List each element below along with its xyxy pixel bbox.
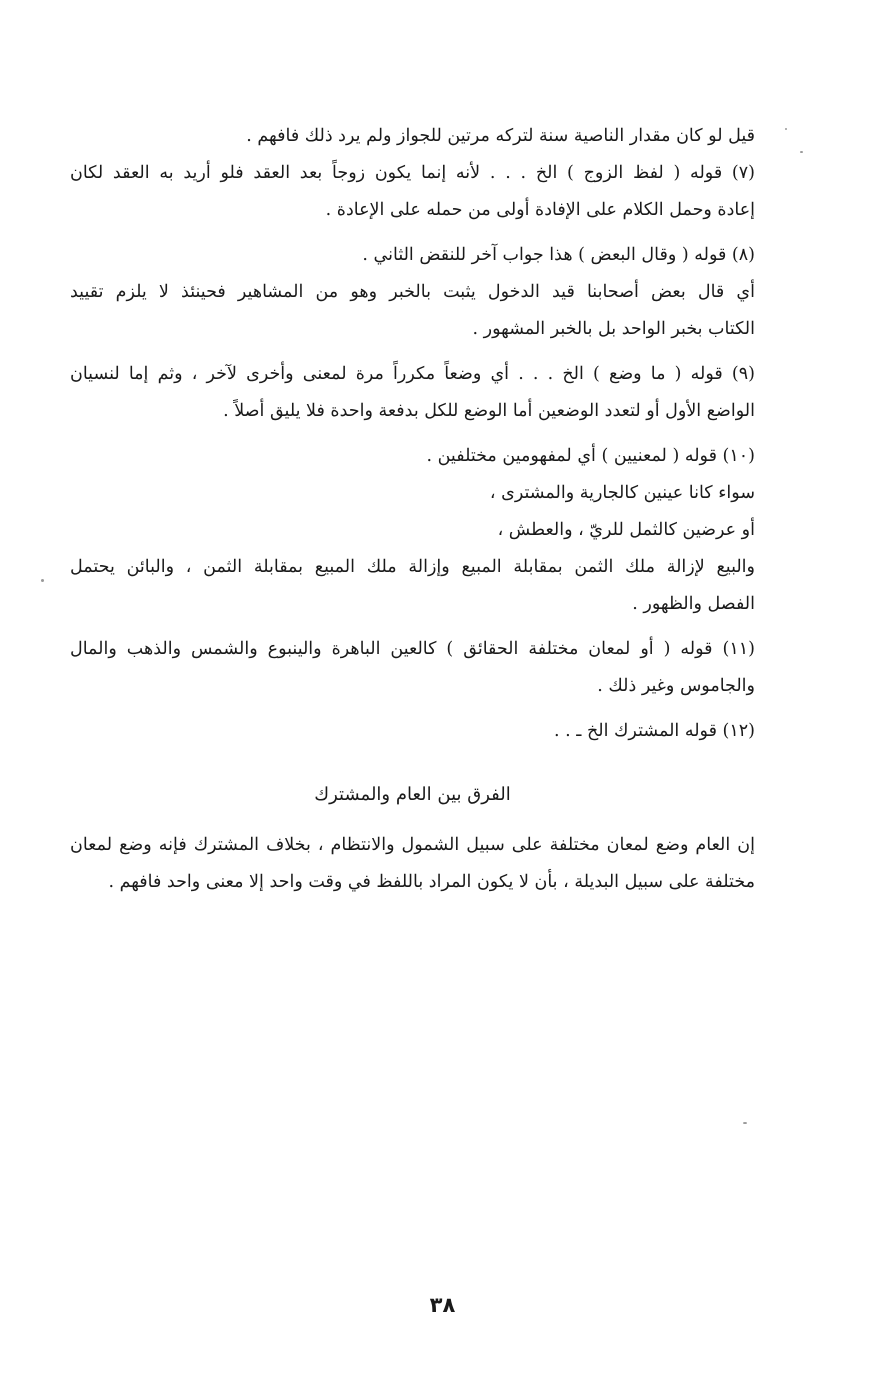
text-line: إعادة وحمل الكلام على الإفادة أولى من حمله على الإعادة . [325,200,755,220]
text-line: الكتاب بخبر الواحد بل بالخبر المشهور . [472,319,755,339]
text-line: الفصل والظهور . [632,594,755,614]
note-12-line: (١٢) قوله المشترك الخ ـ . . [554,721,755,741]
note-11-line: (١١) قوله ( أو لمعان مختلفة الحقائق ) كالعين الباهرة والينبوع والشمس والذهب والمال [70,639,755,659]
text-line: سواء كانا عينين كالجارية والمشترى ، [489,483,755,503]
text-line: والجاموس وغير ذلك . [597,676,755,696]
note-10-line: (١٠) قوله ( لمعنيين ) أي لمفهومين مختلفين . [426,446,755,466]
note-8-line: (٨) قوله ( وقال البعض ) هذا جواب آخر للنقض الثاني . [362,245,755,265]
note-9-line: (٩) قوله ( ما وضع ) الخ . . . أي وضعاً مكرراً مرة لمعنى وأخرى لآخر ، وثم إما لنسيان [70,364,755,384]
section-heading: الفرق بين العام والمشترك [314,784,511,805]
text-line: الواضع الأول أو لتعدد الوضعين أما الوضع للكل بدفعة واحدة فلا يليق أصلاً . [223,401,755,421]
text-line: أي قال بعض أصحابنا قيد الدخول يثبت بالخبر وهو من المشاهير فحينئذ لا يلزم تقييد [70,282,755,302]
text-line: مختلفة على سبيل البديلة ، بأن لا يكون المراد باللفظ في وقت واحد إلا معنى واحد فافهم . [108,872,755,892]
page-body [70,118,755,901]
scan-speck [785,128,787,130]
text-line: والبيع لإزالة ملك الثمن بمقابلة المبيع وإزالة ملك المبيع بمقابلة الثمن ، والبائن يحتمل [70,557,755,577]
note-7-line: (٧) قوله ( لفظ الزوج ) الخ . . . لأنه إنما يكون زوجاً بعد العقد فلو أريد به العقد لكان [70,163,755,183]
scan-speck [41,579,44,582]
text-line: إن العام وضع لمعان مختلفة على سبيل الشمول والانتظام ، بخلاف المشترك فإنه وضع لمعان [70,835,755,855]
text-line: أو عرضين كالثمل للريّ ، والعطش ، [497,520,755,540]
text-line: قيل لو كان مقدار الناصية سنة لتركه مرتين للجواز ولم يرد ذلك فافهم . [246,126,755,146]
scan-speck [800,151,803,153]
page-number: ٣٨ [429,1293,456,1317]
scan-speck [743,1122,747,1124]
